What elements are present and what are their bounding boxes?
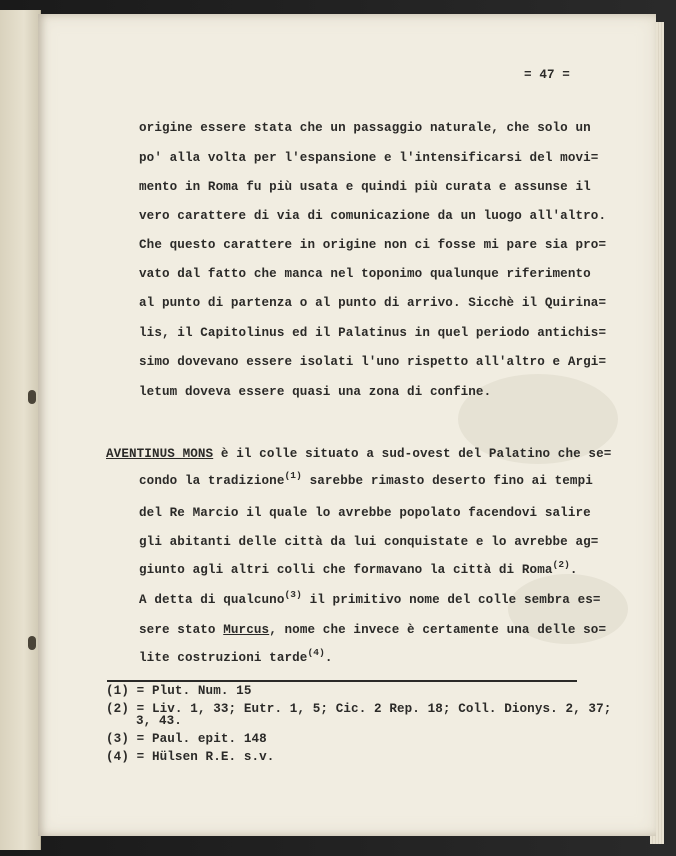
text-line xyxy=(139,470,593,488)
text-line: gli abitanti delle città da lui conquistate e lo avrebbe ag= xyxy=(139,535,599,549)
text-line: al punto di partenza o al punto di arrivo. Sicchè il Quirina= xyxy=(139,296,607,310)
text-segment: lite costruzioni tarde xyxy=(139,651,308,665)
text-line: origine essere stata che un passaggio naturale, che solo un xyxy=(139,121,591,135)
previous-page-edge xyxy=(0,10,41,850)
text-segment: , nome che invece è certamente una delle so= xyxy=(269,623,607,637)
underlined-term: Murcus xyxy=(223,623,270,637)
text-line: po' alla volta per l'espansione e l'intensificarsi del movi= xyxy=(139,151,599,165)
text-line: vero carattere di via di comunicazione da un luogo all'altro. xyxy=(139,209,607,223)
text-line: simo dovevano essere isolati l'uno rispetto all'altro e Argi= xyxy=(139,355,607,369)
footnote-ref: (4) xyxy=(307,647,325,658)
text-line xyxy=(139,647,333,665)
footnote-ref: (2) xyxy=(552,559,570,570)
text-line xyxy=(139,589,601,607)
text-segment: . xyxy=(324,651,333,665)
footnote-divider xyxy=(107,680,577,682)
footnote: (3) = Paul. epit. 148 xyxy=(106,732,267,746)
binding-hole xyxy=(28,390,36,404)
footnote-ref: (1) xyxy=(284,470,302,481)
footnote: (4) = Hülsen R.E. s.v. xyxy=(106,750,275,764)
text-line: letum doveva essere quasi una zona di confine. xyxy=(139,385,492,399)
text-segment: A detta di qualcuno xyxy=(139,593,285,607)
text-segment: condo la tradizione xyxy=(139,474,285,488)
footnote-ref: (3) xyxy=(284,589,302,600)
text-line xyxy=(139,559,578,577)
footnote-continuation: 3, 43. xyxy=(136,714,182,728)
text-line: lis, il Capitolinus ed il Palatinus in quel periodo antichis= xyxy=(139,326,607,340)
text-line: vato dal fatto che manca nel toponimo qualunque riferimento xyxy=(139,267,591,281)
footnote: (2) = Liv. 1, 33; Eutr. 1, 5; Cic. 2 Rep. 18; Coll. Dionys. 2, 37; xyxy=(106,702,612,716)
binding-hole xyxy=(28,636,36,650)
text-line xyxy=(139,623,606,637)
text-segment: giunto agli altri colli che formavano la città di Roma xyxy=(139,563,553,577)
text-segment: sere stato xyxy=(139,623,224,637)
text-segment: è il colle situato a sud-ovest del Palatino che se= xyxy=(213,447,612,461)
text-segment: sarebbe rimasto deserto fino ai tempi xyxy=(301,474,593,488)
text-line: del Re Marcio il quale lo avrebbe popolato facendovi salire xyxy=(139,506,591,520)
text-line xyxy=(106,447,611,461)
text-segment: il primitivo nome del colle sembra es= xyxy=(301,593,601,607)
section-heading: AVENTINUS MONS xyxy=(106,447,214,461)
page-number: = 47 = xyxy=(524,68,570,82)
text-segment: . xyxy=(569,563,578,577)
text-line: Che questo carattere in origine non ci fosse mi pare sia pro= xyxy=(139,238,607,252)
footnote: (1) = Plut. Num. 15 xyxy=(106,684,252,698)
text-line: mento in Roma fu più usata e quindi più curata e assunse il xyxy=(139,180,591,194)
